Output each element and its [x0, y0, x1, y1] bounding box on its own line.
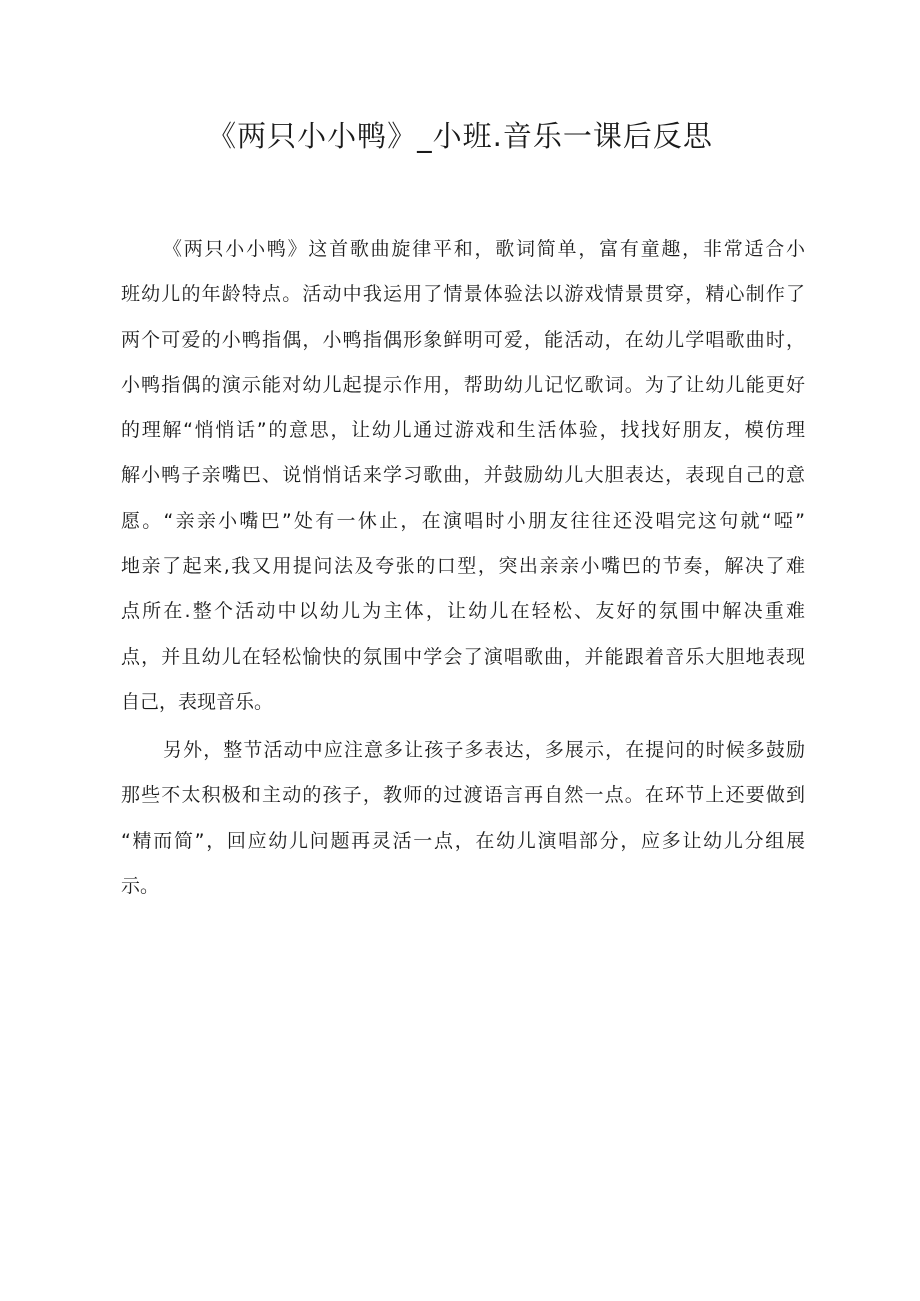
paragraph-line: 点，并且幼儿在轻松愉快的氛围中学会了演唱歌曲，并能跟着音乐大胆地表现 [121, 645, 805, 668]
paragraph-line: 小鸭指偶的演示能对幼儿起提示作用，帮助幼儿记忆歌词。为了让幼儿能更好 [121, 373, 805, 396]
paragraph-1 [121, 227, 805, 725]
paragraph-line: 点所在.整个活动中以幼儿为主体，让幼儿在轻松、友好的氛围中解决重难 [121, 600, 805, 623]
paragraph-line: 另外，整节活动中应注意多让孩子多表达，多展示，在提问的时候多鼓励 [163, 739, 805, 761]
paragraph-line: 班幼儿的年龄特点。活动中我运用了情景体验法以游戏情景贯穿，精心制作了 [121, 283, 805, 306]
document-title: 《两只小小鸭》_小班.音乐一课后反思 [207, 119, 713, 153]
paragraph-line: 自己，表现音乐。 [121, 690, 274, 713]
paragraph-line: 两个可爱的小鸭指偶，小鸭指偶形象鲜明可爱，能活动，在幼儿学唱歌曲时， [121, 328, 805, 351]
paragraph-line: 地亲了起来,我又用提问法及夸张的口型，突出亲亲小嘴巴的节奏，解决了难 [121, 555, 805, 578]
paragraph-line: 《两只小小鸭》这首歌曲旋律平和，歌词简单，富有童趣，非常适合小 [163, 238, 805, 260]
paragraph-line: 示。 [121, 874, 160, 897]
paragraph-line: 的理解“悄悄话”的意思，让幼儿通过游戏和生活体验，找找好朋友，模仿理 [121, 419, 805, 442]
paragraph-line: 那些不太积极和主动的孩子，教师的过渡语言再自然一点。在环节上还要做到 [121, 784, 805, 807]
paragraph-line: 愿。“亲亲小嘴巴”处有一休止，在演唱时小朋友往往还没唱完这句就“啞” [121, 509, 805, 532]
paragraph-line: “精而简”，回应幼儿问题再灵活一点，在幼儿演唱部分，应多让幼儿分组展 [121, 829, 805, 852]
paragraph-2 [121, 728, 805, 909]
paragraph-line: 解小鸭子亲嘴巴、说悄悄话来学习歌曲，并鼓励幼儿大胆表达，表现自己的意 [121, 464, 805, 487]
